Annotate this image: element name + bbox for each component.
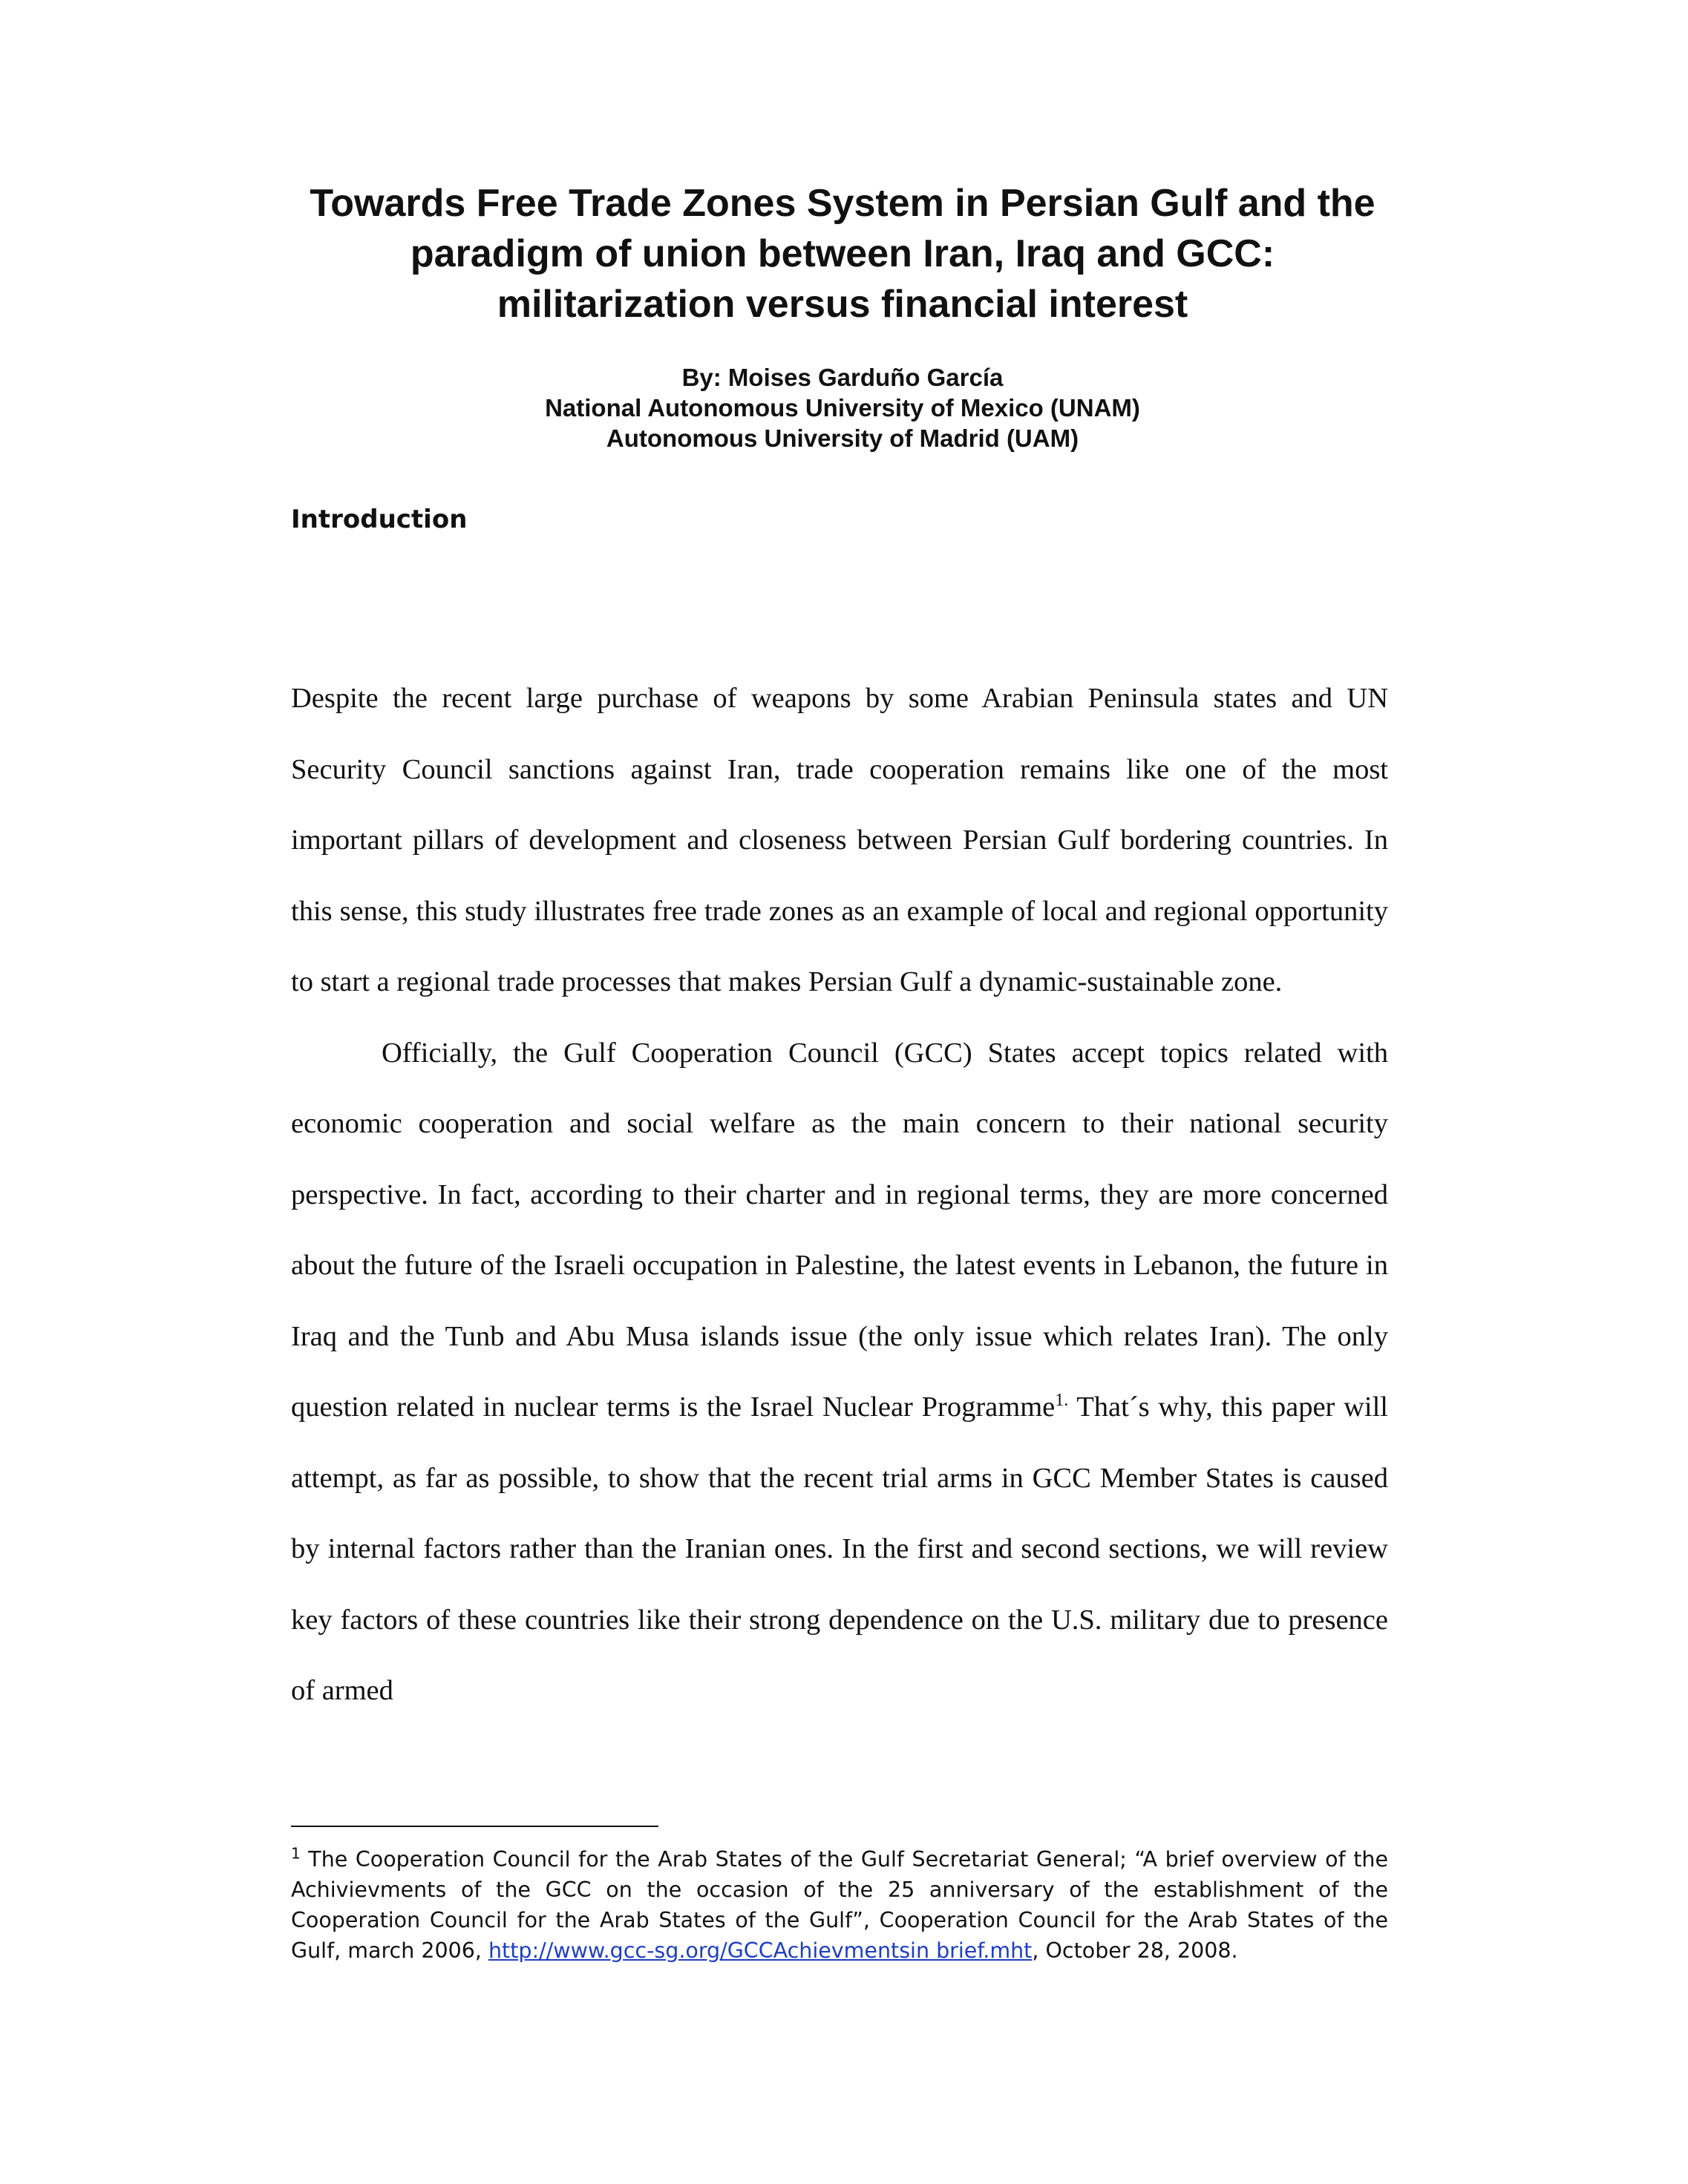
paragraph-1: Despite the recent large purchase of weapons by some Arabian Peninsula states and UN Security Council sanctions against Iran, trade cooperation remains like one of the most important pillars of development and closeness between Persian Gulf bordering countries. In this sense, this study illustrates free trade zones as an example of local and regional opportunity to start a regional trade processes that makes Persian Gulf a dynamic-sustainable zone. bbox=[291, 683, 1388, 997]
paragraph-2-part-2: That´s why, this paper will attempt, as far as possible, to show that the recent trial arms in GCC Member States is caused by internal factors rather than the Iranian ones. In the first and second sections, we will review key factors of these countries like their strong dependence on the U.S. military due to presence of armed bbox=[291, 1391, 1389, 1706]
body-text bbox=[291, 663, 1388, 1727]
footnote-reference[interactable]: 1. bbox=[1055, 1391, 1069, 1411]
affiliation-unam: National Autonomous University of Mexico (UNAM) bbox=[545, 394, 1140, 422]
footnote-separator bbox=[291, 1826, 658, 1827]
footnote-text-1: The Cooperation Council for the Arab States of the Gulf Secretariat General; “A brief overview of the Achivievments of the GCC on the occasion of the 25 anniversary of the establishment of the Cooperation Council for the Arab States of the Gulf”, Cooperation Council for the Arab States of the Gulf, march 2006, bbox=[291, 1847, 1388, 1963]
section-heading-introduction: Introduction bbox=[291, 505, 468, 534]
affiliation-uam: Autonomous University of Madrid (UAM) bbox=[606, 424, 1079, 452]
title-line-2: paradigm of union between Iran, Iraq and GCC: bbox=[410, 232, 1275, 275]
paper-title bbox=[289, 178, 1396, 329]
title-line-3: militarization versus financial interest bbox=[497, 283, 1188, 326]
paragraph-2 bbox=[291, 1018, 1388, 1727]
title-line-1: Towards Free Trade Zones System in Persian Gulf and the bbox=[310, 182, 1375, 225]
footnote-link[interactable]: http://www.gcc-sg.org/GCCAchievmentsin brief.mht bbox=[488, 1938, 1033, 1963]
byline bbox=[289, 362, 1396, 453]
paragraph-2-part-1: Officially, the Gulf Cooperation Council (GCC) States accept topics related with economic cooperation and social welfare as the main concern to their national security perspective. In fact, according to their charter and in regional terms, they are more concerned about the future of the Israeli occupation in Palestine, the latest events in Lebanon, the future in Iraq and the Tunb and Abu Musa islands issue (the only issue which relates Iran). The only question related in nuclear terms is the Israel Nuclear Programme bbox=[291, 1037, 1388, 1423]
footnote-marker: 1 bbox=[291, 1844, 301, 1863]
author-line: By: Moises Garduño García bbox=[681, 364, 1004, 391]
footnote-text-2: , October 28, 2008. bbox=[1032, 1938, 1238, 1963]
footnote-1 bbox=[291, 1844, 1388, 1966]
